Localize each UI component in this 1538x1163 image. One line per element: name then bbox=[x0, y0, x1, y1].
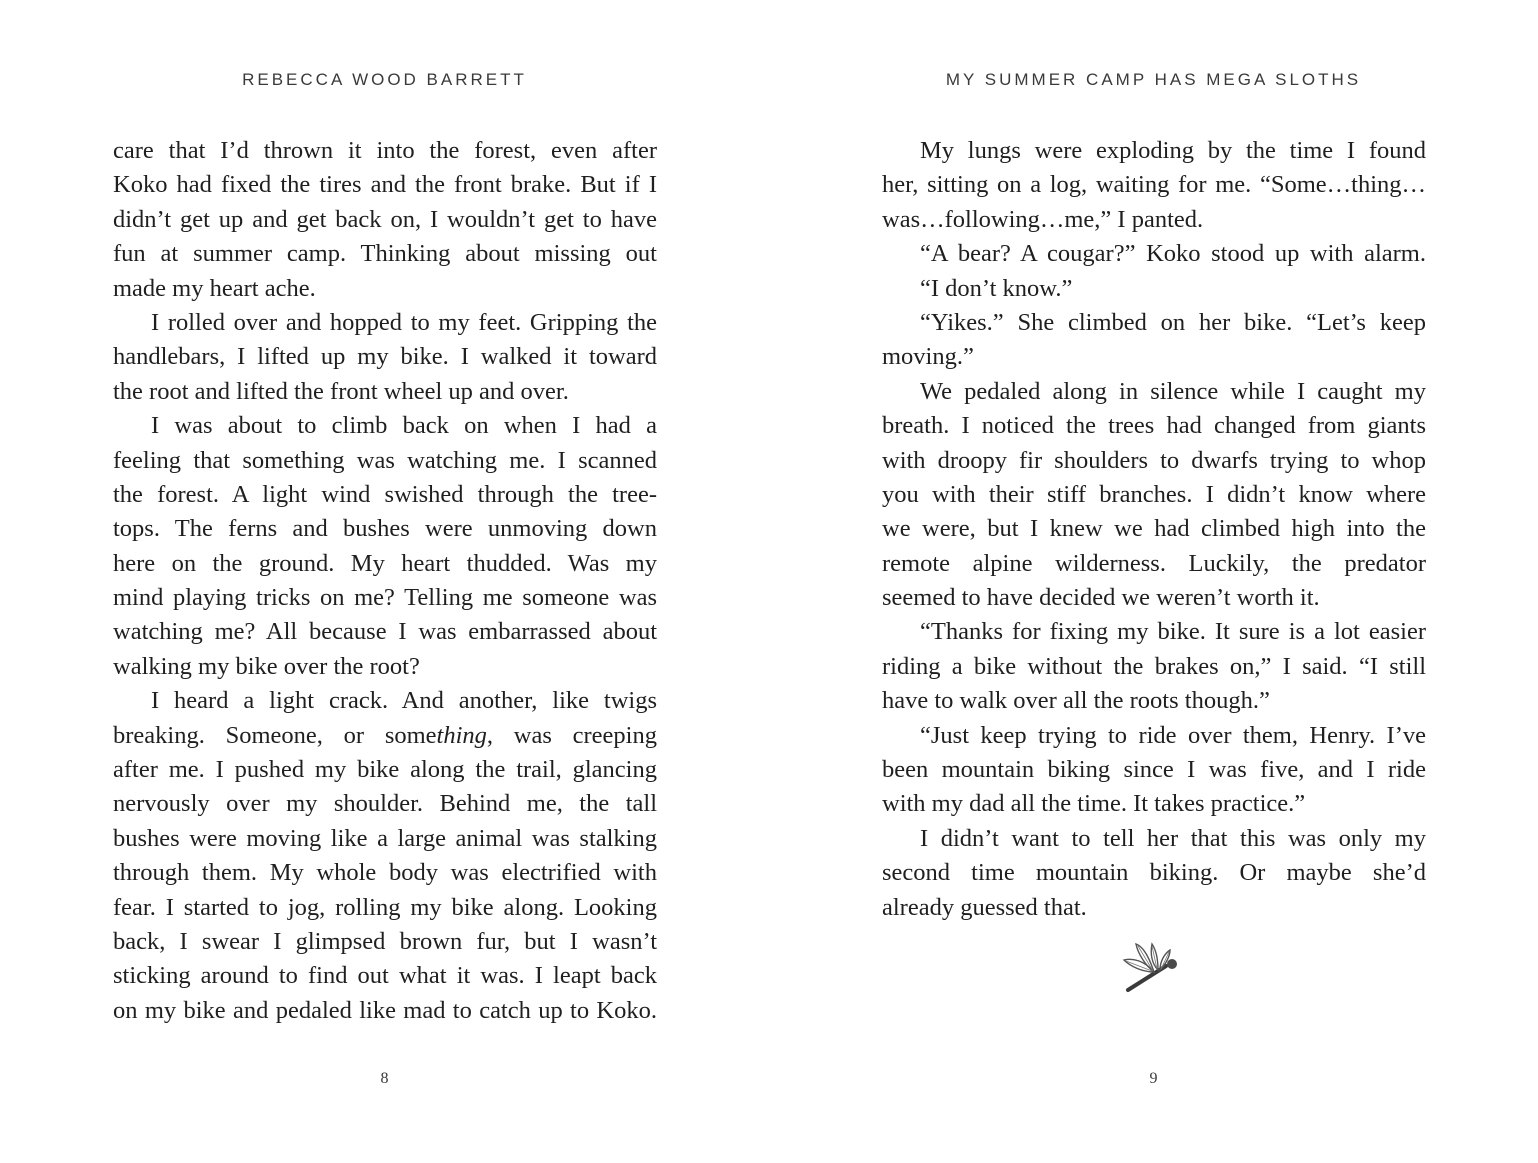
italic-emphasis: thing bbox=[436, 721, 487, 749]
text-line: sticking around to find out what it was. I leapt back bbox=[113, 962, 657, 990]
text-line: bushes were moving like a large animal was stalking bbox=[113, 824, 657, 852]
text-line: remote alpine wilderness. Luckily, the predator bbox=[882, 549, 1426, 577]
text-line: the forest. A light wind swished through the tree- bbox=[113, 480, 657, 508]
text-line: didn’t get up and get back on, I wouldn’t get to have bbox=[113, 205, 657, 233]
text-line: nervously over my shoulder. Behind me, the tall bbox=[113, 790, 657, 818]
text-line: I didn’t want to tell her that this was only my bbox=[920, 824, 1426, 852]
text-line: I heard a light crack. And another, like twigs bbox=[151, 687, 657, 715]
text-line: was…following…me,” I panted. bbox=[882, 205, 1204, 233]
text-line: “A bear? A cougar?” Koko stood up with alarm. bbox=[920, 240, 1426, 268]
text-line: have to walk over all the roots though.” bbox=[882, 687, 1270, 715]
text-line: walking my bike over the root? bbox=[113, 652, 420, 680]
text-line-italic-mix bbox=[113, 719, 657, 753]
text-line: second time mountain biking. Or maybe she’d bbox=[882, 859, 1426, 887]
text-line: moving.” bbox=[882, 343, 974, 371]
text-line: care that I’d thrown it into the forest, even after bbox=[113, 137, 657, 164]
text-line: with droopy fir shoulders to dwarfs trying to whop bbox=[882, 446, 1426, 474]
running-head-author: REBECCA WOOD BARRETT bbox=[242, 70, 527, 89]
text-line: already guessed that. bbox=[882, 893, 1087, 921]
text-line: on my bike and pedaled like mad to catch up to Koko. bbox=[113, 996, 657, 1024]
text-line: fear. I started to jog, rolling my bike along. Looking bbox=[113, 893, 657, 921]
text-fragment: , was creeping bbox=[486, 721, 657, 749]
text-line: “Just keep trying to ride over them, Henry. I’ve bbox=[920, 721, 1426, 749]
text-line: Koko had fixed the tires and the front brake. But if I bbox=[113, 171, 657, 199]
text-line: “Yikes.” She climbed on her bike. “Let’s keep bbox=[920, 308, 1426, 336]
text-line: seemed to have decided we weren’t worth it. bbox=[882, 584, 1320, 612]
text-line: watching me? All because I was embarrassed about bbox=[113, 618, 657, 646]
text-line: mind playing tricks on me? Telling me someone was bbox=[113, 584, 657, 612]
text-line: breath. I noticed the trees had changed from giants bbox=[882, 412, 1426, 440]
text-line: her, sitting on a log, waiting for me. “Some…thing… bbox=[882, 171, 1426, 199]
text-line: here on the ground. My heart thudded. Was my bbox=[113, 549, 657, 577]
text-line: we were, but I knew we had climbed high into the bbox=[882, 515, 1426, 543]
text-line: tops. The ferns and bushes were unmoving down bbox=[113, 515, 657, 543]
text-line: handlebars, I lifted up my bike. I walked it toward bbox=[113, 343, 657, 371]
page-number: 9 bbox=[1149, 1070, 1158, 1087]
text-line: been mountain biking since I was five, and I ride bbox=[882, 756, 1426, 784]
text-line: the root and lifted the front wheel up and over. bbox=[113, 377, 569, 405]
text-line: through them. My whole body was electrified with bbox=[113, 859, 657, 887]
text-line: “I don’t know.” bbox=[920, 274, 1073, 302]
text-line: I rolled over and hopped to my feet. Gripping the bbox=[151, 308, 657, 336]
dragonfly-ornament-icon bbox=[1114, 940, 1188, 1000]
text-line: “Thanks for fixing my bike. It sure is a lot easier bbox=[920, 618, 1426, 646]
text-line: My lungs were exploding by the time I found bbox=[920, 137, 1426, 164]
text-line: made my heart ache. bbox=[113, 274, 316, 302]
left-page-text bbox=[113, 134, 657, 1028]
page-number: 8 bbox=[380, 1070, 389, 1087]
text-line: with my dad all the time. It takes practice.” bbox=[882, 790, 1306, 818]
text-line: We pedaled along in silence while I caught my bbox=[920, 377, 1426, 405]
right-page-text bbox=[882, 134, 1426, 925]
text-line: feeling that something was watching me. I scanned bbox=[113, 446, 657, 474]
text-line: I was about to climb back on when I had a bbox=[151, 412, 657, 440]
text-line: fun at summer camp. Thinking about missing out bbox=[113, 240, 657, 268]
text-line: you with their stiff branches. I didn’t know where bbox=[882, 480, 1426, 508]
text-line: back, I swear I glimpsed brown fur, but I wasn’t bbox=[113, 927, 657, 955]
running-head-title: MY SUMMER CAMP HAS MEGA SLOTHS bbox=[945, 70, 1362, 89]
right-page bbox=[769, 0, 1538, 1163]
text-line: after me. I pushed my bike along the trail, glancing bbox=[113, 756, 657, 784]
text-line: riding a bike without the brakes on,” I said. “I still bbox=[882, 652, 1426, 680]
text-fragment: breaking. Someone, or some bbox=[113, 721, 437, 749]
